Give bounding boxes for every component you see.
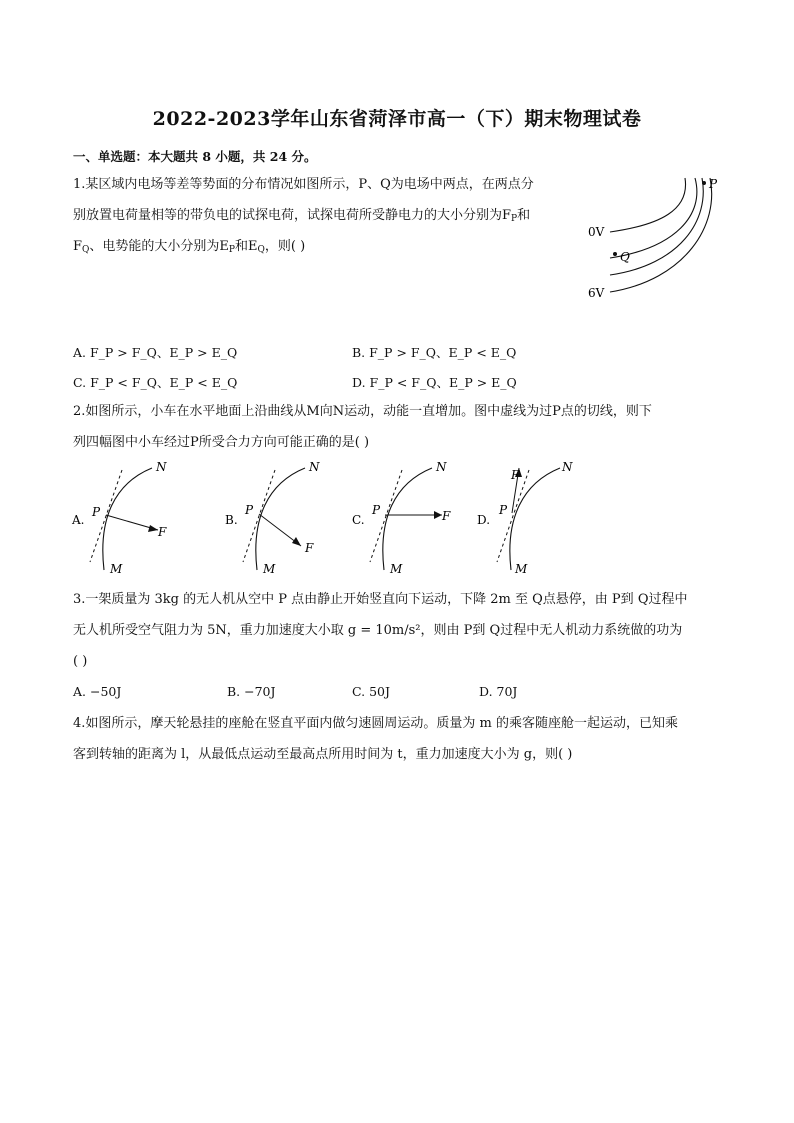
q1-option-d[interactable]: D. F_P < F_Q、E_P > E_Q — [352, 375, 517, 390]
trajectory-curve — [383, 468, 432, 570]
label-m: M — [390, 562, 403, 576]
q3-line-2: 无人机所受空气阻力为 5N，重力加速度大小取 g = 10m/s²，则由 P到 Q过程中无人机动力系统做的功为 — [73, 623, 683, 638]
q2-line-1: 2.如图所示，小车在水平地面上沿曲线从M向N运动，动能一直增加。图中虚线为过P点的切线，则下 — [73, 404, 652, 419]
label-m: M — [263, 562, 276, 576]
label-m: M — [110, 562, 123, 576]
q2-figure-b — [225, 458, 345, 578]
q3-option-a[interactable]: A. −50J — [73, 684, 122, 699]
q3-option-c[interactable]: C. 50J — [352, 684, 390, 699]
label-p: P — [245, 503, 254, 517]
q2-figure-c — [350, 458, 470, 578]
equipotential-line-2 — [610, 178, 697, 258]
label-n: N — [562, 460, 573, 474]
label-p: P — [499, 503, 508, 517]
label-p: P — [372, 503, 381, 517]
option-label: A. — [72, 513, 85, 527]
section-heading: 一、单选题：本大题共 8 小题，共 24 分。 — [73, 149, 317, 164]
page-title: 2022-2023学年山东省菏泽市高一（下）期末物理试卷 — [152, 108, 642, 130]
trajectory-curve — [256, 468, 305, 570]
option-label: C. — [352, 513, 365, 527]
q1-option-b[interactable]: B. F_P > F_Q、E_P < E_Q — [352, 345, 517, 360]
option-label: D. — [477, 513, 491, 527]
q4-line-2: 客到转轴的距离为 l，从最低点运动至最高点所用时间为 t，重力加速度大小为 g，则( ) — [73, 747, 573, 762]
point-p-dot — [702, 181, 706, 185]
label-f: F — [442, 509, 451, 523]
label-n: N — [436, 460, 447, 474]
q1-line-2: 别放置电荷量相等的带负电的试探电荷，试探电荷所受静电力的大小分别为$F_P$和 — [73, 208, 531, 224]
option-label: B. — [225, 513, 238, 527]
q1-line-3: $F_Q$、电势能的大小分别为$E_P$和$E_Q$，则( ) — [73, 239, 306, 255]
q1-option-c[interactable]: C. F_P < F_Q、E_P < E_Q — [73, 375, 238, 390]
trajectory-curve — [510, 468, 560, 570]
label-f: F — [158, 525, 167, 539]
label-0v: 0V — [588, 225, 605, 239]
trajectory-curve — [103, 468, 152, 570]
q3-line-1: 3.一架质量为 3kg 的无人机从空中 P 点由静止开始竖直向下运动，下降 2m 至 Q点悬停，由 P到 Q过程中 — [73, 592, 688, 607]
label-n: N — [309, 460, 320, 474]
label-p: P — [92, 505, 101, 519]
point-q-dot — [613, 252, 617, 256]
label-f: F — [511, 468, 520, 482]
q3-line-3: ( ) — [73, 654, 88, 669]
force-arrowhead — [148, 525, 158, 532]
q2-line-2: 列四幅图中小车经过P所受合力方向可能正确的是( ) — [73, 435, 370, 450]
q3-option-b[interactable]: B. −70J — [227, 684, 276, 699]
q2-figure-d — [475, 458, 595, 578]
q1-line-1: 1.某区域内电场等差等势面的分布情况如图所示，P、Q为电场中两点，在两点分 — [73, 177, 534, 192]
force-arrowhead — [434, 511, 442, 519]
label-6v: 6V — [588, 286, 605, 300]
q3-option-d[interactable]: D. 70J — [479, 684, 518, 699]
force-arrowhead — [292, 537, 301, 546]
equipotential-line-1 — [610, 178, 686, 232]
label-p: P — [709, 177, 718, 191]
q1-equipotential-figure — [580, 170, 730, 310]
label-q: Q — [620, 250, 630, 264]
q2-figure-a — [70, 458, 190, 578]
label-n: N — [156, 460, 167, 474]
q4-line-1: 4.如图所示，摩天轮悬挂的座舱在竖直平面内做匀速圆周运动。质量为 m 的乘客随座舱一起运动，已知乘 — [73, 716, 678, 731]
label-f: F — [305, 541, 314, 555]
q1-option-a[interactable]: A. F_P > F_Q、E_P > E_Q — [73, 345, 238, 360]
label-m: M — [515, 562, 528, 576]
